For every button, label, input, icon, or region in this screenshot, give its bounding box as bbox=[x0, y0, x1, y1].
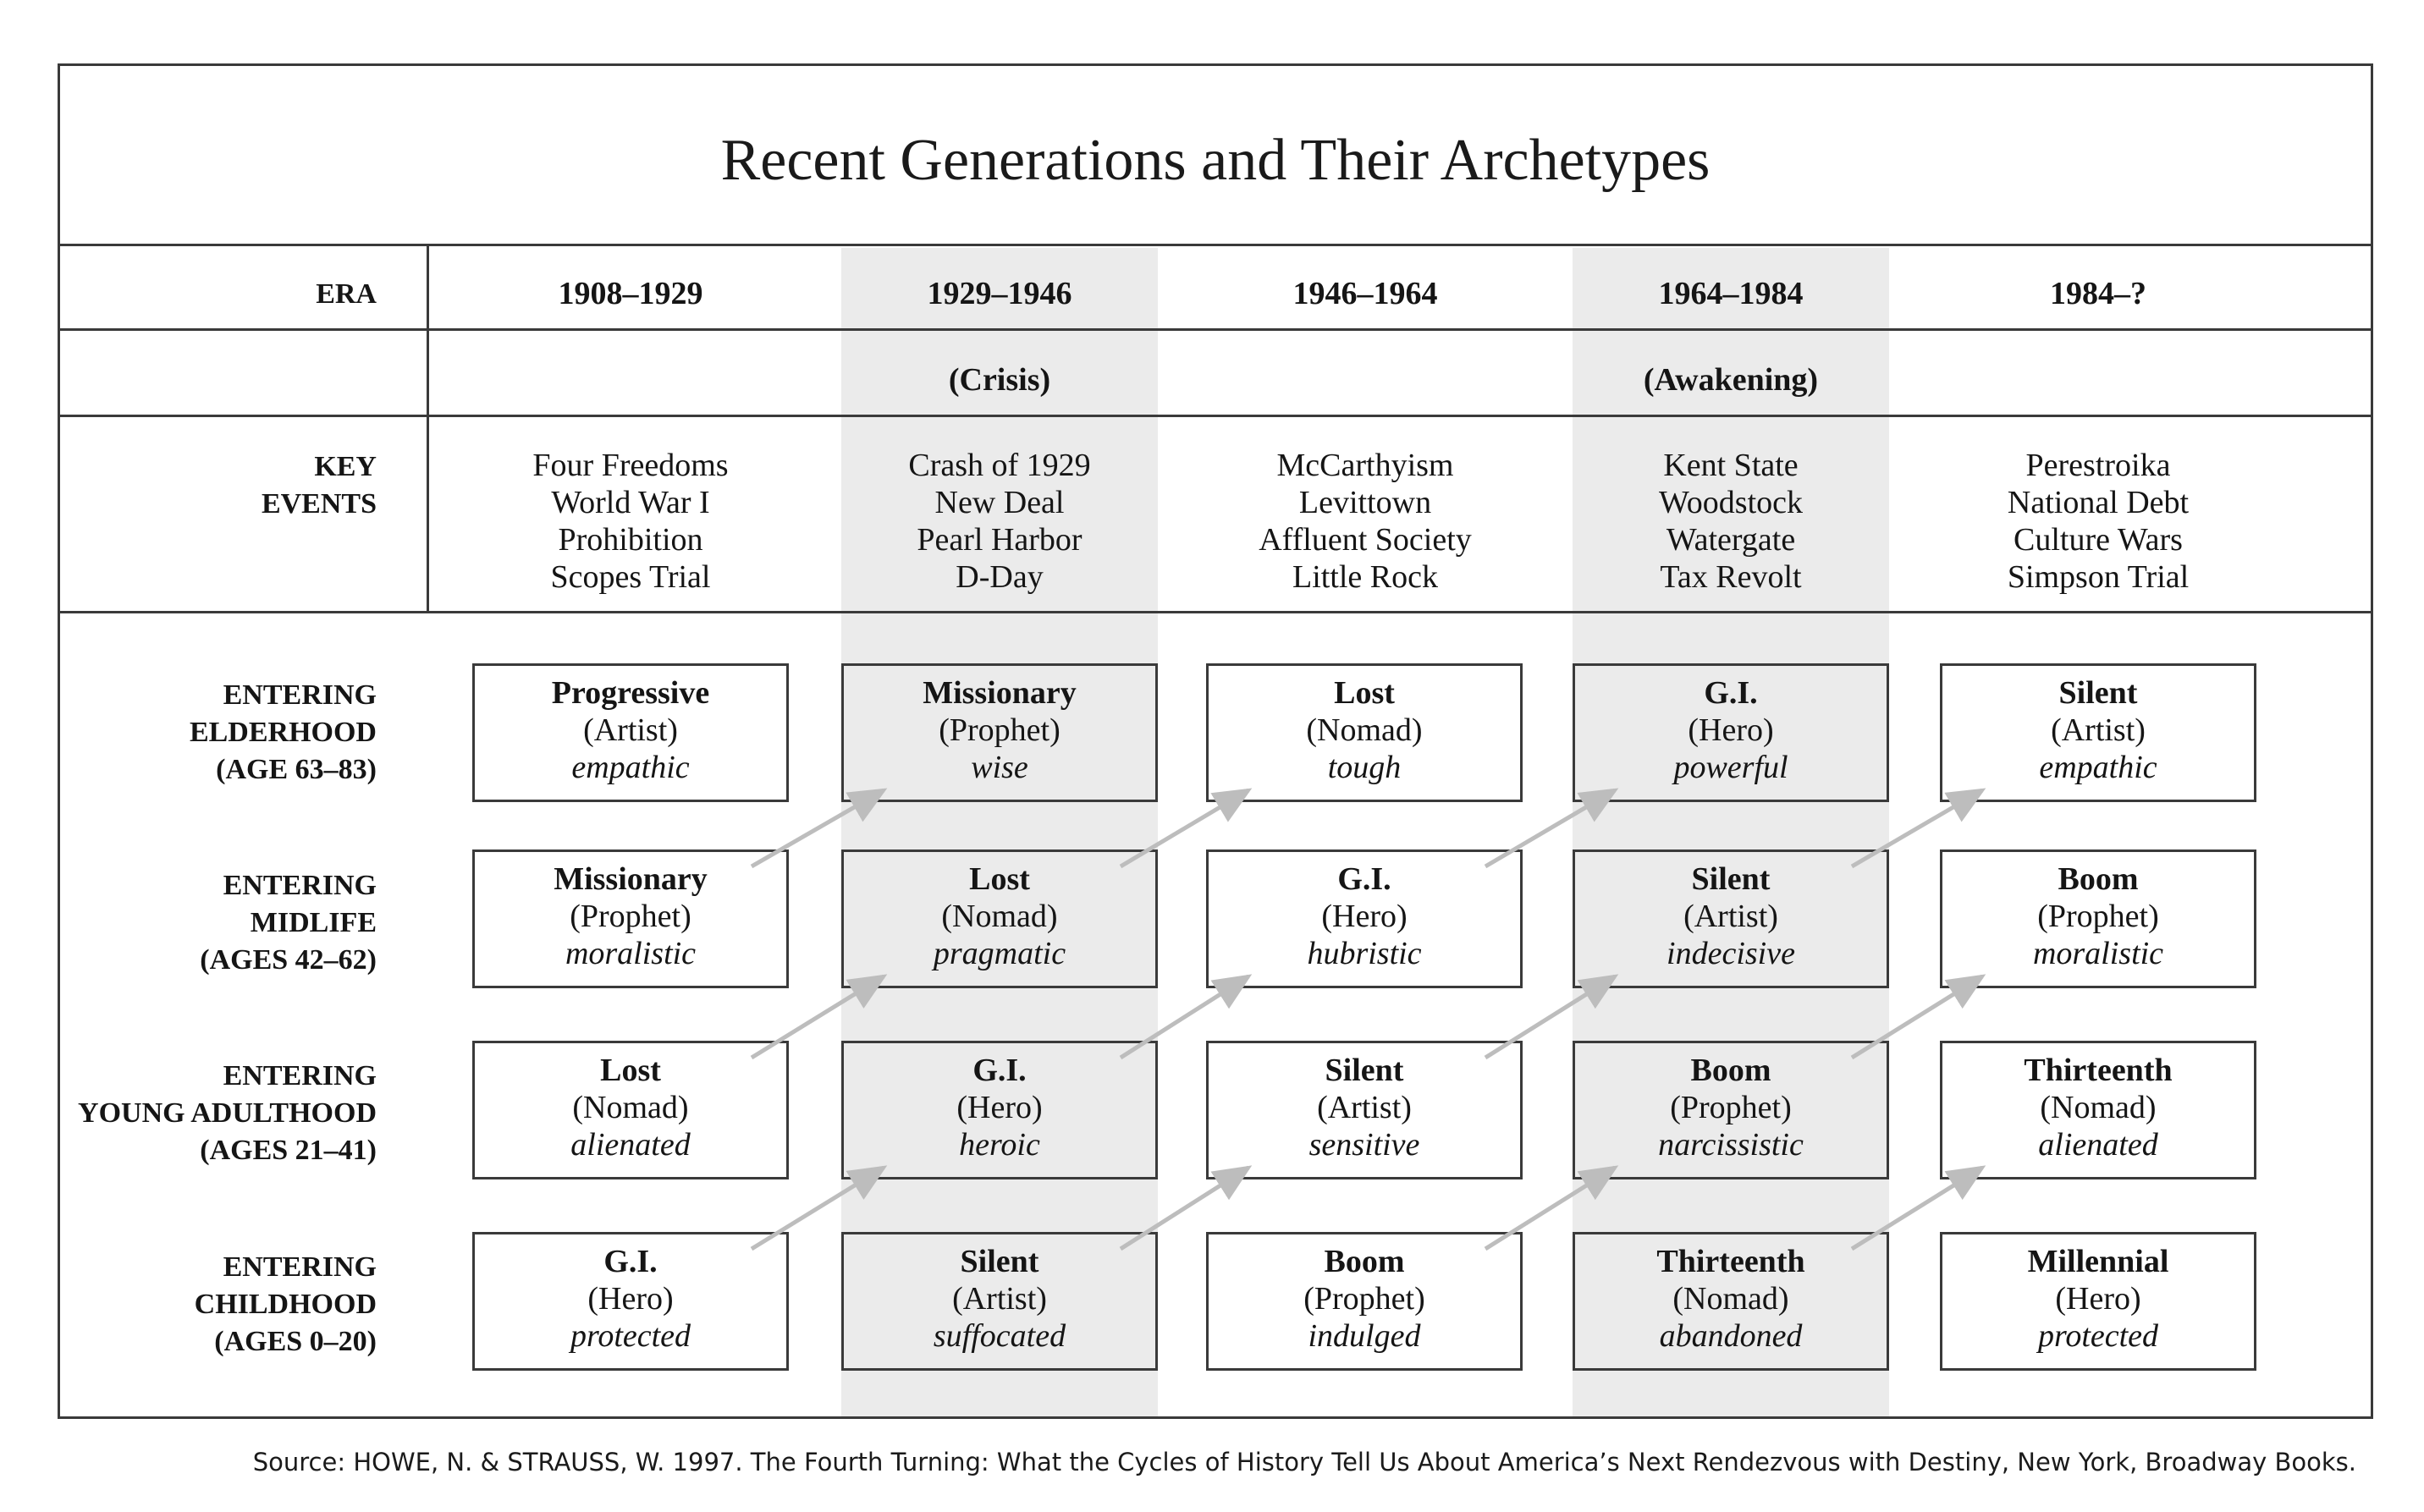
generation-archetype: (Artist) bbox=[1317, 1090, 1412, 1125]
generation-trait: pragmatic bbox=[933, 936, 1066, 971]
generation-trait: protected bbox=[2037, 1318, 2159, 1354]
aging-arrow bbox=[1121, 790, 1248, 866]
generation-name: Thirteenth bbox=[1656, 1244, 1805, 1279]
generation-trait: hubristic bbox=[1307, 936, 1422, 971]
aging-arrow bbox=[1121, 976, 1248, 1058]
generation-trait: alienated bbox=[570, 1127, 691, 1163]
life-stage-label-line: (AGE 63–83) bbox=[216, 754, 377, 785]
generation-name: Lost bbox=[969, 861, 1030, 897]
generation-trait: sensitive bbox=[1308, 1127, 1420, 1163]
aging-arrow bbox=[752, 790, 884, 866]
source-citation: Source: HOWE, N. & STRAUSS, W. 1997. The Fourth Turning: What the Cycles of History Tell Us About America’s Next Rendezvous with Destiny, New York, Broadway Books. bbox=[252, 1448, 2356, 1476]
key-event: Affluent Society bbox=[1259, 522, 1472, 558]
generation-trait: indecisive bbox=[1666, 936, 1795, 971]
era-period: 1929–1946 bbox=[927, 276, 1072, 311]
key-event: Crash of 1929 bbox=[908, 448, 1091, 483]
key-event: McCarthyism bbox=[1276, 448, 1454, 483]
generation-name: G.I. bbox=[1704, 675, 1758, 711]
generation-archetype: (Artist) bbox=[2051, 712, 2146, 748]
generation-name: Missionary bbox=[554, 861, 708, 897]
life-stage-label-line: (AGES 42–62) bbox=[200, 944, 377, 976]
generation-name: G.I. bbox=[972, 1053, 1027, 1088]
diagram-title: Recent Generations and Their Archetypes bbox=[720, 128, 1711, 193]
generation-trait: narcissistic bbox=[1658, 1127, 1804, 1163]
key-event: Kent State bbox=[1663, 448, 1799, 483]
generation-trait: moralistic bbox=[565, 936, 697, 971]
generation-archetype: (Prophet) bbox=[1670, 1090, 1792, 1125]
life-stage-label-line: ENTERING bbox=[223, 1251, 377, 1283]
aging-arrow bbox=[1121, 1168, 1248, 1249]
era-period: 1984–? bbox=[2050, 276, 2146, 311]
era-turning: (Awakening) bbox=[1643, 362, 1819, 398]
key-event: Prohibition bbox=[558, 522, 703, 558]
generation-archetype: (Nomad) bbox=[1672, 1281, 1789, 1317]
generation-name: Millennial bbox=[2027, 1244, 2169, 1279]
aging-arrow bbox=[1852, 1168, 1982, 1249]
life-stage-label-line: CHILDHOOD bbox=[194, 1289, 377, 1320]
generation-trait: moralistic bbox=[2032, 936, 2164, 971]
generation-trait: protected bbox=[570, 1318, 691, 1354]
generation-archetype: (Hero) bbox=[956, 1090, 1043, 1125]
generation-archetype: (Nomad) bbox=[2040, 1090, 2157, 1125]
key-event: National Debt bbox=[2007, 485, 2190, 520]
key-event: Pearl Harbor bbox=[917, 522, 1083, 558]
key-event: Little Rock bbox=[1292, 559, 1439, 595]
generation-name: Progressive bbox=[551, 675, 710, 711]
generation-name: Silent bbox=[1691, 861, 1771, 897]
generation-name: Thirteenth bbox=[2024, 1053, 2173, 1088]
life-stage-label-line: MIDLIFE bbox=[250, 907, 377, 938]
key-event: D-Day bbox=[956, 559, 1044, 595]
generation-archetype: (Prophet) bbox=[570, 899, 691, 934]
key-event: Perestroika bbox=[2025, 448, 2171, 483]
generation-archetype: (Nomad) bbox=[572, 1090, 689, 1125]
aging-arrow bbox=[1852, 790, 1982, 866]
generation-trait: empathic bbox=[2039, 750, 2157, 785]
life-stage-label-line: ELDERHOOD bbox=[189, 717, 377, 748]
era-period: 1964–1984 bbox=[1658, 276, 1804, 311]
key-event: Watergate bbox=[1666, 522, 1796, 558]
generation-name: Boom bbox=[1324, 1244, 1405, 1279]
key-event: Tax Revolt bbox=[1660, 559, 1802, 595]
generation-archetype: (Hero) bbox=[2055, 1281, 2141, 1317]
generation-name: Lost bbox=[1334, 675, 1395, 711]
era-label: ERA bbox=[316, 278, 377, 310]
generation-trait: wise bbox=[971, 750, 1028, 785]
life-stage-label-line: YOUNG ADULTHOOD bbox=[78, 1097, 377, 1129]
generation-archetype: (Hero) bbox=[1688, 712, 1774, 748]
life-stage-label-line: (AGES 21–41) bbox=[200, 1135, 377, 1166]
key-event: Levittown bbox=[1298, 485, 1432, 520]
generation-name: Boom bbox=[1690, 1053, 1771, 1088]
life-stage-label-line: ENTERING bbox=[223, 679, 377, 711]
key-event: Scopes Trial bbox=[550, 559, 711, 595]
generation-trait: empathic bbox=[571, 750, 690, 785]
generation-archetype: (Prophet) bbox=[1303, 1281, 1425, 1317]
aging-arrow bbox=[1485, 976, 1615, 1058]
era-period: 1908–1929 bbox=[558, 276, 703, 311]
key-event: Four Freedoms bbox=[532, 448, 729, 483]
era-period: 1946–1964 bbox=[1292, 276, 1438, 311]
generation-trait: heroic bbox=[959, 1127, 1040, 1163]
era-turning: (Crisis) bbox=[948, 362, 1051, 398]
generation-trait: powerful bbox=[1673, 750, 1788, 785]
generation-name: Silent bbox=[1325, 1053, 1404, 1088]
life-stage-label-line: (AGES 0–20) bbox=[214, 1326, 377, 1357]
generation-archetype: (Artist) bbox=[952, 1281, 1047, 1317]
generation-name: Missionary bbox=[923, 675, 1077, 711]
generation-name: G.I. bbox=[1337, 861, 1391, 897]
generation-archetype: (Nomad) bbox=[941, 899, 1058, 934]
generation-trait: indulged bbox=[1308, 1318, 1421, 1354]
life-stage-label-line: ENTERING bbox=[223, 1060, 377, 1091]
generation-archetype: (Hero) bbox=[587, 1281, 674, 1317]
generation-archetype: (Artist) bbox=[1683, 899, 1778, 934]
generation-archetype: (Hero) bbox=[1321, 899, 1408, 934]
generation-name: Lost bbox=[600, 1053, 661, 1088]
generation-trait: suffocated bbox=[933, 1318, 1066, 1354]
key-event: Culture Wars bbox=[2014, 522, 2183, 558]
generation-trait: abandoned bbox=[1659, 1318, 1803, 1354]
key-event: World War I bbox=[551, 485, 710, 520]
aging-arrow bbox=[1485, 1168, 1615, 1249]
generation-archetype: (Nomad) bbox=[1306, 712, 1423, 748]
aging-arrow bbox=[1485, 790, 1615, 866]
generation-archetype: (Prophet) bbox=[2037, 899, 2159, 934]
generation-archetype: (Prophet) bbox=[939, 712, 1060, 748]
life-stage-label-line: ENTERING bbox=[223, 870, 377, 901]
generation-trait: tough bbox=[1327, 750, 1402, 785]
aging-arrow bbox=[752, 1168, 884, 1249]
generation-name: G.I. bbox=[603, 1244, 658, 1279]
key-events-label: KEY EVENTS bbox=[261, 451, 377, 520]
aging-arrow bbox=[752, 976, 884, 1058]
generation-archetype: (Artist) bbox=[583, 712, 678, 748]
generation-name: Boom bbox=[2058, 861, 2139, 897]
key-event: New Deal bbox=[934, 485, 1065, 520]
key-event: Simpson Trial bbox=[2007, 559, 2190, 595]
generation-name: Silent bbox=[960, 1244, 1039, 1279]
key-event: Woodstock bbox=[1658, 485, 1804, 520]
aging-arrow bbox=[1852, 976, 1982, 1058]
generation-trait: alienated bbox=[2038, 1127, 2158, 1163]
generation-name: Silent bbox=[2058, 675, 2138, 711]
